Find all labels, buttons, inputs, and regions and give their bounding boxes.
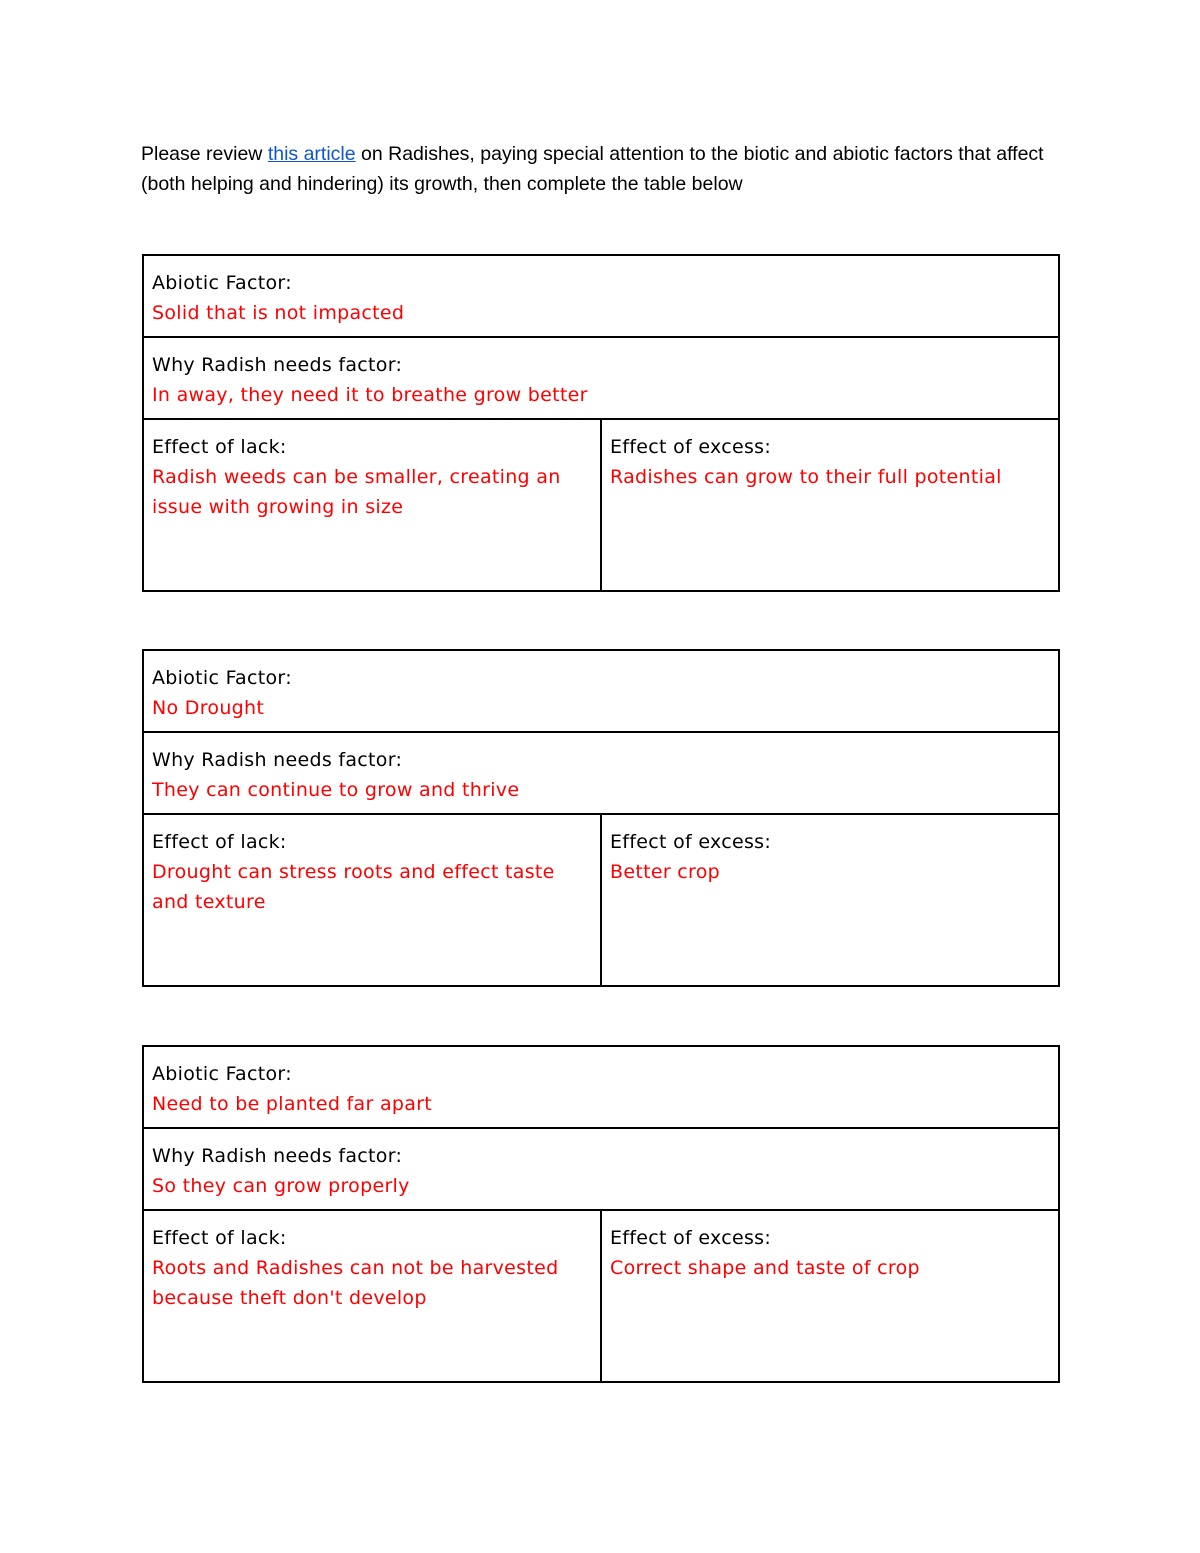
why-needs-label: Why Radish needs factor: (152, 749, 403, 771)
effect-excess-cell (602, 1211, 1058, 1381)
abiotic-factor-row (144, 256, 1058, 338)
effect-excess-label: Effect of excess: (610, 831, 772, 853)
effect-excess-answer[interactable]: Radishes can grow to their full potential (610, 466, 1002, 488)
why-needs-label: Why Radish needs factor: (152, 354, 403, 376)
effect-excess-cell (602, 420, 1058, 590)
effect-excess-cell (602, 815, 1058, 985)
why-needs-row (144, 1129, 1058, 1211)
article-link[interactable]: this article (267, 143, 356, 165)
effect-excess-label: Effect of excess: (610, 1227, 772, 1249)
why-needs-label: Why Radish needs factor: (152, 1145, 403, 1167)
effects-row (144, 815, 1058, 985)
why-needs-answer[interactable]: In away, they need it to breathe grow better (152, 384, 588, 406)
effects-row (144, 1211, 1058, 1381)
effect-lack-label: Effect of lack: (152, 831, 287, 853)
why-needs-row (144, 733, 1058, 815)
effect-lack-label: Effect of lack: (152, 436, 287, 458)
abiotic-factor-label: Abiotic Factor: (152, 272, 292, 294)
abiotic-factor-row (144, 651, 1058, 733)
instructions-text-end: on Radishes, paying special attention to the biotic and abiotic factors that affect (both helping and hindering) its growth, then complete the table below (141, 143, 1044, 195)
abiotic-factor-label: Abiotic Factor: (152, 1063, 292, 1085)
effect-excess-answer[interactable]: Better crop (610, 861, 720, 883)
effect-lack-answer[interactable]: Drought can stress roots and effect taste and texture (152, 861, 555, 913)
effects-row (144, 420, 1058, 590)
effect-lack-cell (144, 420, 602, 590)
instructions-paragraph (141, 139, 1071, 199)
factor-table-1 (142, 254, 1060, 592)
effect-lack-answer[interactable]: Radish weeds can be smaller, creating an issue with growing in size (152, 466, 561, 518)
effect-excess-label: Effect of excess: (610, 436, 772, 458)
effect-lack-cell (144, 815, 602, 985)
abiotic-factor-answer[interactable]: Need to be planted far apart (152, 1093, 433, 1115)
why-needs-row (144, 338, 1058, 420)
effect-lack-label: Effect of lack: (152, 1227, 287, 1249)
effect-lack-answer[interactable]: Roots and Radishes can not be harvested because theft don't develop (152, 1257, 559, 1309)
abiotic-factor-row (144, 1047, 1058, 1129)
instructions-text-start: Please review (141, 143, 268, 165)
abiotic-factor-answer[interactable]: Solid that is not impacted (152, 302, 405, 324)
abiotic-factor-answer[interactable]: No Drought (152, 697, 265, 719)
why-needs-answer[interactable]: So they can grow properly (152, 1175, 410, 1197)
factor-table-3 (142, 1045, 1060, 1383)
factor-table-2 (142, 649, 1060, 987)
abiotic-factor-label: Abiotic Factor: (152, 667, 292, 689)
effect-lack-cell (144, 1211, 602, 1381)
why-needs-answer[interactable]: They can continue to grow and thrive (152, 779, 520, 801)
effect-excess-answer[interactable]: Correct shape and taste of crop (610, 1257, 920, 1279)
